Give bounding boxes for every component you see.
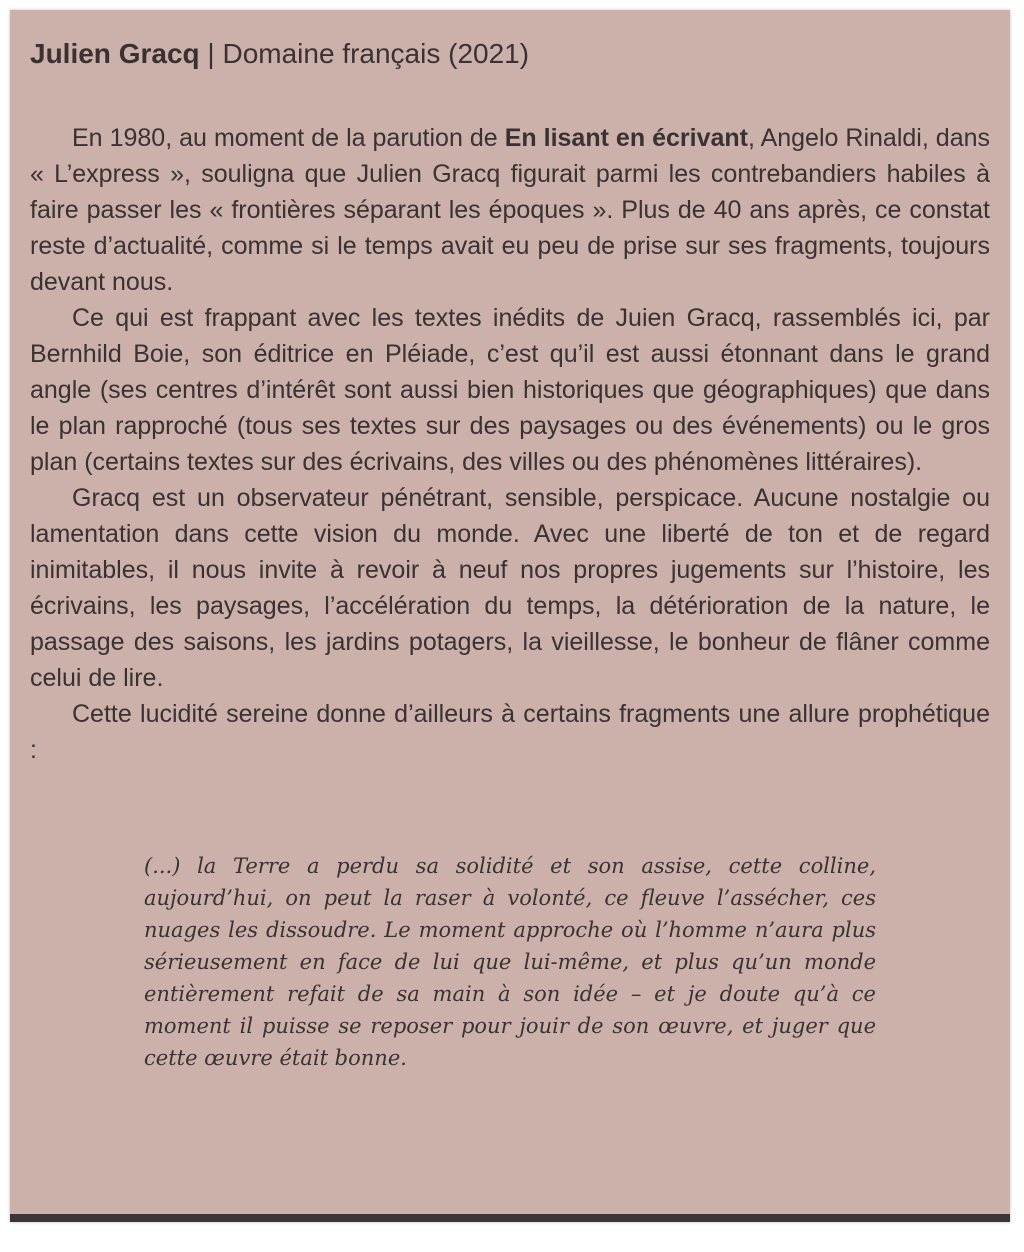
paragraph-2: Ce qui est frappant avec les textes inédits de Juien Gracq, rassemblés ici, par Bernhild Boie, son éditrice en Pléiade, c’est qu’il est aussi étonnant dans le grand angle (ses centres d’intérêt sont aussi bien historiques que géographiques) que dans le plan rapproché (tous ses textes sur des paysages ou des événements) ou le gros plan (certains textes sur des écrivains, des villes ou des phénomènes littéraires). [30, 304, 990, 476]
block-quote: (...) la Terre a perdu sa solidité et son assise, cette colline, aujourd’hui, on peut la raser à volonté, ce fleuve l’assécher, ces nuages les dissoudre. Le moment approche où l’homme n’aura plus sérieusement en face de lui que lui-même, et plus qu’un monde entièrement refait de sa main à son idée – et je doute qu’à ce moment il puisse se reposer pour jouir de son œuvre, et juger que cette œuvre était bonne. [144, 854, 876, 1070]
author-name: Julien Gracq [30, 38, 200, 69]
article-body [30, 120, 990, 768]
title-separator: | [199, 38, 223, 69]
paragraph-3: Gracq est un observateur pénétrant, sensible, perspicace. Aucune nostalgie ou lamentation dans cette vision du monde. Avec une liberté de ton et de regard inimitables, il nous invite à revoir à neuf nos propres jugements sur l’histoire, les écrivains, les paysages, l’accélération du temps, la détérioration de la nature, le passage des saisons, les jardins potagers, la vieillesse, le bonheur de flâner comme celui de lire. [30, 484, 990, 692]
paragraph-1 [30, 120, 990, 300]
article-card [10, 10, 1010, 1222]
page-title [30, 38, 529, 70]
paragraph-1-rest: , Angelo Rinaldi, dans « L’express », souligna que Julien Gracq figurait parmi les contrebandiers habiles à faire passer les « frontières séparant les époques ». Plus de 40 ans après, ce constat reste d’actualité, comme si le temps avait eu peu de prise sur ses fragments, toujours devant nous. [30, 124, 990, 296]
paragraph-1-intro: En 1980, au moment de la parution de [72, 124, 505, 152]
book-subtitle: Domaine français (2021) [222, 38, 530, 69]
book-title: En lisant en écrivant [504, 124, 748, 152]
paragraph-4: Cette lucidité sereine donne d’ailleurs à certains fragments une allure prophétique : [30, 700, 990, 764]
